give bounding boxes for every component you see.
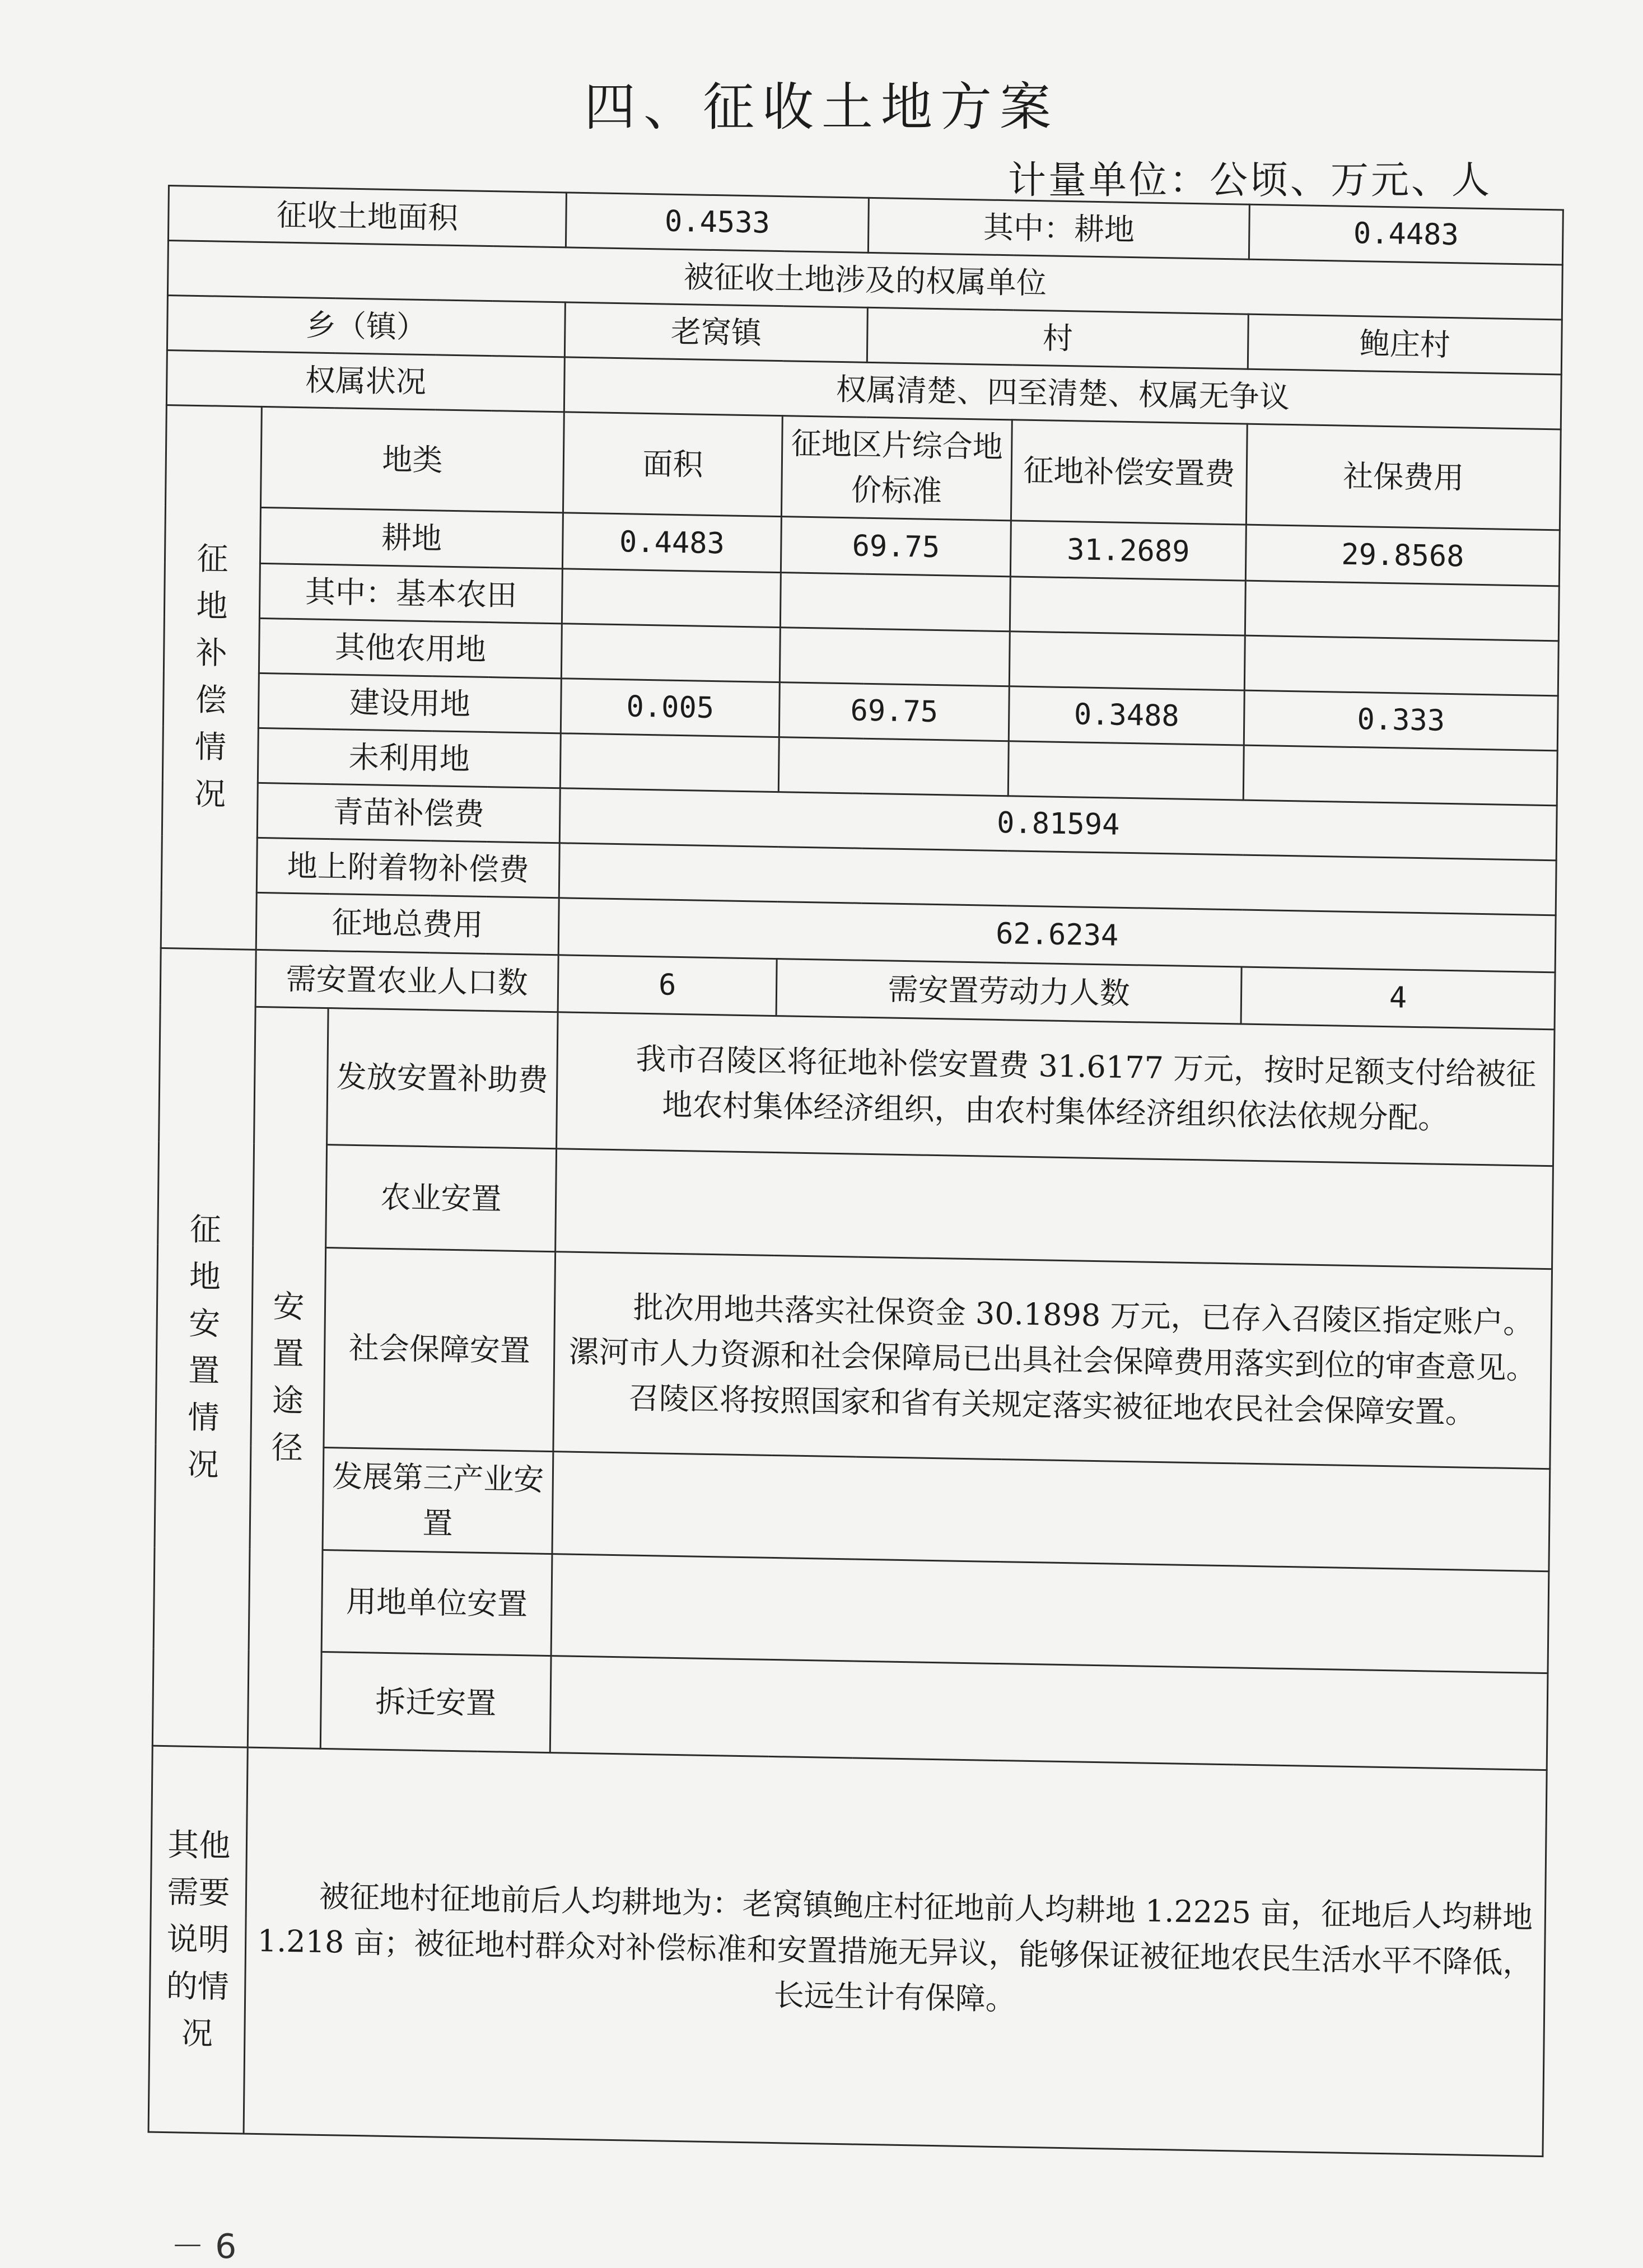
other-notes-content: 被征地村征地前后人均耕地为：老窝镇鲍庄村征地前人均耕地 1.2225 亩，征地后人均耕地 1.218 亩；被征地村群众对补偿标准和安置措施无异议，能够保证被征地农民生活水平不降低，长远生计有保障。 <box>244 1747 1547 2156</box>
land-type: 建设用地 <box>258 673 561 733</box>
land-type: 未利用地 <box>258 728 561 788</box>
fee-cell <box>1009 632 1245 690</box>
resettlement-item-row <box>156 1245 1552 1469</box>
population-value: 6 <box>558 955 777 1016</box>
resettlement-item-label: 发放安置补助费 <box>327 1008 558 1149</box>
village-value: 鲍庄村 <box>1248 314 1562 375</box>
page-title: 四、征收土地方案 <box>584 77 1059 137</box>
resettlement-item-content <box>550 1656 1548 1770</box>
resettlement-ways-text: 安 置 途 径 <box>271 1288 305 1467</box>
resettlement-ways-label <box>248 1007 328 1749</box>
resettlement-item-label: 发展第三产业安置 <box>323 1447 553 1554</box>
other-notes-label <box>148 1746 248 2134</box>
resettlement-item-content: 我市召陵区将征地补偿安置费 31.6177 万元，按时足额支付给被征地农村集体经济组织，由农村集体经济组织依法依规分配。 <box>557 1012 1555 1166</box>
area-cell: 0.4483 <box>562 513 781 573</box>
price-cell <box>778 737 1009 796</box>
total-value: 62.6234 <box>558 897 1556 972</box>
column-social-security: 社保费用 <box>1246 424 1561 530</box>
land-type: 耕地 <box>260 508 563 569</box>
labor-value: 4 <box>1241 967 1555 1030</box>
farmland-label: 其中：耕地 <box>868 198 1249 259</box>
resettlement-item-content <box>556 1149 1553 1269</box>
price-cell: 69.75 <box>781 517 1011 577</box>
compensation-section-label <box>161 405 262 950</box>
land-type: 其他农用地 <box>259 618 562 678</box>
fee-cell <box>1010 577 1245 635</box>
total-label: 征地总费用 <box>256 892 559 955</box>
price-cell <box>780 628 1010 686</box>
price-cell <box>780 573 1010 632</box>
status-value: 权属清楚、四至清楚、权属无争议 <box>564 357 1561 429</box>
status-label: 权属状况 <box>166 350 564 411</box>
compensation-section-text: 征 地 补 偿 情 况 <box>194 541 228 813</box>
other-notes-row <box>148 1746 1547 2157</box>
resettlement-item-content <box>552 1451 1550 1572</box>
resettlement-item-label: 拆迁安置 <box>320 1652 551 1753</box>
labor-label: 需安置劳动力人数 <box>776 958 1241 1023</box>
column-price-standard: 征地区片综合地价标准 <box>781 415 1012 521</box>
social-cell <box>1244 635 1558 696</box>
ownership-section-title: 被征收土地涉及的权属单位 <box>167 240 1562 319</box>
unit-note: 计量单位：公顷、万元、人 <box>1007 158 1492 203</box>
area-cell: 0.005 <box>561 679 780 737</box>
resettlement-item-row <box>159 1005 1555 1166</box>
form-table <box>148 185 1564 2157</box>
land-type: 其中：基本农田 <box>259 564 562 624</box>
social-cell: 0.333 <box>1244 690 1558 751</box>
crops-label: 青苗补偿费 <box>257 783 560 843</box>
page-number: － 6 <box>171 2227 237 2266</box>
farmland-value: 0.4483 <box>1249 204 1563 265</box>
column-compensation-fee: 征地补偿安置费 <box>1011 419 1247 525</box>
resettlement-section-label <box>152 948 256 1748</box>
area-cell <box>560 733 779 792</box>
resettlement-item-label: 社会保障安置 <box>324 1247 556 1451</box>
area-label: 征收土地面积 <box>168 186 566 247</box>
area-value: 0.4533 <box>566 193 869 252</box>
area-cell <box>562 569 781 628</box>
population-label: 需安置农业人口数 <box>255 950 558 1012</box>
town-label: 乡（镇） <box>167 295 565 357</box>
resettlement-section-text: 征 地 安 置 情 况 <box>187 1211 222 1484</box>
resettlement-item-content <box>551 1554 1549 1673</box>
social-cell <box>1243 745 1557 806</box>
crops-value: 0.81594 <box>559 788 1557 861</box>
village-label: 村 <box>867 307 1248 369</box>
social-cell <box>1245 581 1559 641</box>
attachments-label: 地上附着物补偿费 <box>256 838 559 897</box>
price-cell: 69.75 <box>779 682 1009 741</box>
fee-cell <box>1008 741 1244 800</box>
resettlement-item-label: 农业安置 <box>326 1145 557 1252</box>
resettlement-item-content: 批次用地共落实社保资金 30.1898 万元，已存入召陵区指定账户。漯河市人力资源和社会保障局已出具社会保障费用落实到位的审查意见。召陵区将按照国家和省有关规定落实被征地农民社会保障安置。 <box>553 1252 1552 1469</box>
town-value: 老窝镇 <box>564 302 867 362</box>
resettlement-item-label: 用地单位安置 <box>321 1550 552 1656</box>
area-cell <box>561 624 780 682</box>
land-acquisition-form <box>148 185 1562 2157</box>
fee-cell: 31.2689 <box>1010 521 1246 581</box>
fee-cell: 0.3488 <box>1009 686 1244 745</box>
column-land-type: 地类 <box>260 406 564 513</box>
column-area: 面积 <box>563 411 783 516</box>
social-cell: 29.8568 <box>1245 525 1560 586</box>
other-notes-text: 其他 需要 说明 的情 况 <box>166 1826 231 2052</box>
